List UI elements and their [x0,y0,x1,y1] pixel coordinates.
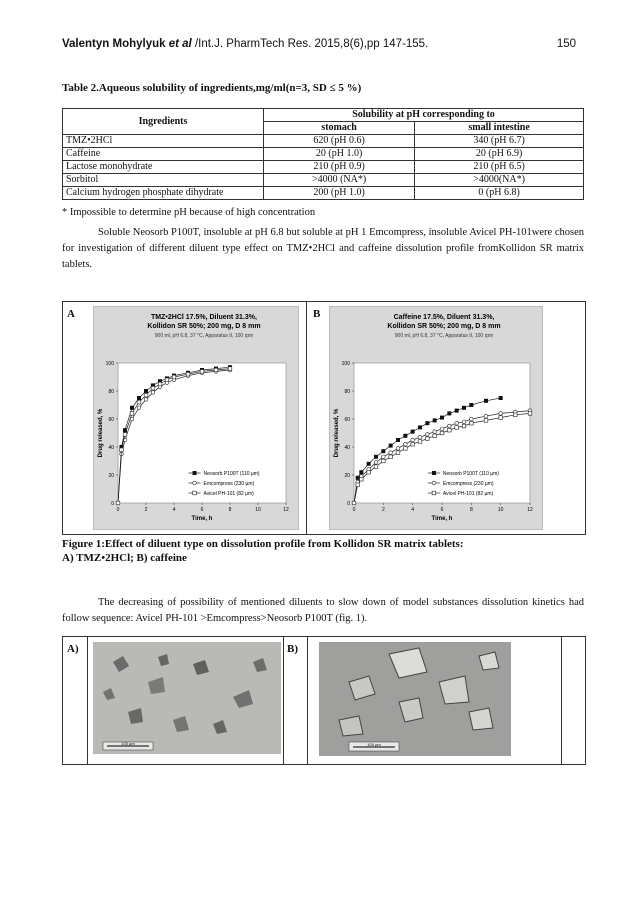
data-point [374,461,378,465]
data-point [425,421,429,425]
col-ingredients: Ingredients [63,109,264,135]
data-point [411,442,415,446]
data-point [403,434,407,438]
data-point [356,483,360,487]
data-point [499,396,503,400]
data-point [374,465,378,469]
data-point [404,442,408,446]
y-axis-label: Drug released, % [98,408,104,458]
legend-label: Emcompress (230 µm) [203,481,255,487]
data-point [462,406,466,410]
data-point [418,425,422,429]
chart-panel-b [329,306,543,530]
y-tick-label: 40 [108,445,114,451]
header-author: Valentyn Mohylyuk [62,38,166,50]
y-tick-label: 0 [111,501,114,507]
data-point [382,455,386,459]
figure-2 [62,636,586,765]
col-stomach: stomach [264,122,415,135]
figure2-divider [561,637,562,764]
chart-subtitle: 900 ml, pH 6.8, 37 °C, Apparatus II, 100 rpm [154,333,254,339]
figure-1-caption [62,537,464,565]
cell-name: Calcium hydrogen phosphate dihydrate [63,187,264,200]
micrograph-b [319,642,511,761]
table-row [63,174,584,187]
paragraph-2: The decreasing of possibility of mentioned diluents to slow down of model substances dissolution kinetics had follow sequence: Avicel PH-101 >Emcompress>Neosorb P100T (fig. 1). [62,597,584,624]
data-point [469,403,473,407]
table-footnote: * Impossible to determine pH because of high concentration [62,207,316,218]
data-point [447,411,451,415]
paragraph-1: Soluble Neosorb P100T, insoluble at pH 6.8 but soluble at pH 1 Emcompress, insoluble Avicel PH-101were chosen for investigation of different diluent type effect on TMZ•2HCl and caffeine dissolution profile fromKollidon SR matrix tablets. [62,227,584,270]
cell-name: Caffeine [63,148,264,161]
x-tick-label: 0 [352,507,356,513]
chart-title-line1: TMZ•2HCl 17.5%, Diluent 31.3%, [151,314,257,321]
data-point [382,459,386,463]
data-point [514,413,518,417]
x-tick-label: 2 [381,507,385,513]
table-row [63,161,584,174]
data-point [116,501,120,505]
scale-bar-b: 100 µm [367,742,381,747]
x-tick-label: 4 [411,507,415,513]
x-tick-label: 10 [255,507,261,513]
chart-b [330,307,542,529]
cell-stomach: >4000 (NA*) [264,174,415,187]
data-point [448,424,452,428]
chart-title-line2: Kollidon SR 50%; 200 mg, D 8 mm [147,323,261,330]
x-tick-label: 8 [469,507,473,513]
data-point [462,420,466,424]
x-tick-label: 0 [116,507,120,513]
data-point [470,417,474,421]
legend-label: Neosorb P100T (110 µm) [203,471,260,477]
cell-intestine: 210 (pH 6.5) [415,161,584,174]
data-point [381,449,385,453]
figure-divider [306,302,307,534]
data-point [484,414,488,418]
table-caption: Table 2.Aqueous solubility of ingredients,mg/ml(n=3, SD ≤ 5 %) [62,82,362,94]
figure-1-caption-line2: A) TMZ•2HCl; B) caffeine [62,552,187,564]
legend-label: Neosorb P100T (110 µm) [442,471,499,477]
data-point [144,398,148,402]
legend-label: Emcompress (230 µm) [442,481,494,487]
legend-marker [193,471,197,475]
scale-bar-a: 100 µm [121,741,135,746]
y-tick-label: 80 [108,389,114,395]
data-point [120,448,124,452]
cell-stomach: 20 (pH 1.0) [264,148,415,161]
cell-name: TMZ•2HCl [63,135,264,148]
data-point [470,421,474,425]
data-point [484,399,488,403]
data-point [359,470,363,474]
data-point [172,375,176,379]
legend-label: Avicel PH-101 (82 µm) [442,491,494,497]
cell-stomach: 210 (pH 0.9) [264,161,415,174]
data-point [374,455,378,459]
data-point [144,389,148,393]
data-point [389,444,393,448]
data-point [418,435,422,439]
table-row [63,148,584,161]
y-tick-label: 0 [347,501,350,507]
data-point [186,372,190,376]
data-point [433,430,437,434]
legend-marker [432,491,436,495]
figure-label-a: A [67,308,75,320]
y-tick-label: 100 [105,361,114,367]
plot-area [118,363,286,503]
micrograph-a [93,642,281,759]
data-point [440,416,444,420]
data-point [137,396,141,400]
page-header [62,38,576,50]
data-point [214,368,218,372]
header-citation: /Int.J. PharmTech Res. 2015,8(6),pp 147-155. [194,38,429,50]
data-point [367,470,371,474]
chart-a [94,307,298,529]
data-point [462,424,466,428]
table-row [63,135,584,148]
chart-subtitle: 900 ml, pH 6.8, 37 °C, Apparatus II, 100 rpm [394,333,494,339]
table-row [63,187,584,200]
y-tick-label: 80 [344,389,350,395]
figure2-label-b: B) [287,643,298,655]
data-point [433,418,437,422]
legend-label: Avicel PH-101 (82 µm) [203,491,254,497]
data-point [433,434,437,438]
data-point [130,412,134,416]
data-point [356,476,360,480]
data-point [455,426,459,430]
legend-marker [193,481,197,485]
col-solubility: Solubility at pH corresponding to [264,109,584,122]
data-point [396,438,400,442]
chart-panel-a [93,306,299,530]
data-point [367,462,371,466]
data-point [123,433,127,437]
figure-1-caption-line1: Figure 1:Effect of diluent type on dissolution profile from Kollidon SR matrix tablets: [62,538,464,550]
data-point [165,378,169,382]
legend-marker [193,491,197,495]
data-point [151,391,155,395]
data-point [158,382,162,386]
cell-name: Sorbitol [63,174,264,187]
cell-stomach: 620 (pH 0.6) [264,135,415,148]
cell-intestine: 0 (pH 6.8) [415,187,584,200]
data-point [352,501,356,505]
cell-intestine: >4000(NA*) [415,174,584,187]
data-point [484,419,488,423]
data-point [404,447,408,451]
cell-intestine: 340 (pH 6.7) [415,135,584,148]
data-point [200,370,204,374]
data-point [144,393,148,397]
page-number: 150 [556,38,576,50]
data-point [426,437,430,441]
figure-1 [62,301,586,535]
y-tick-label: 100 [341,361,350,367]
data-point [528,412,532,416]
cell-stomach: 200 (pH 1.0) [264,187,415,200]
data-point [499,412,503,416]
figure-label-b: B [313,308,321,320]
x-tick-label: 12 [283,507,289,513]
data-point [411,438,415,442]
data-point [151,386,155,390]
col-intestine: small intestine [415,122,584,135]
data-point [448,428,452,432]
data-point [389,451,393,455]
data-point [396,447,400,451]
y-tick-label: 20 [344,473,350,479]
x-tick-label: 4 [172,507,176,513]
x-axis-label: Time, h [191,516,213,522]
x-tick-label: 8 [228,507,232,513]
x-tick-label: 12 [527,507,533,513]
data-point [440,431,444,435]
y-tick-label: 60 [344,417,350,423]
data-point [455,409,459,413]
solubility-table [62,108,584,200]
data-point [137,406,141,410]
figure2-divider [87,637,88,764]
x-tick-label: 2 [144,507,148,513]
x-tick-label: 6 [200,507,204,513]
legend-marker [432,471,436,475]
figure2-divider [283,637,284,764]
y-tick-label: 60 [108,417,114,423]
chart-title-line1: Caffeine 17.5%, Diluent 31.3%, [393,314,495,321]
header-etal: et al [168,38,192,50]
figure2-divider [307,637,308,764]
data-point [440,427,444,431]
x-tick-label: 6 [440,507,444,513]
y-tick-label: 20 [108,473,114,479]
data-point [418,440,422,444]
data-point [499,416,503,420]
chart-title-line2: Kollidon SR 50%; 200 mg, D 8 mm [387,323,501,330]
data-point [130,406,134,410]
x-axis-label: Time, h [431,516,453,522]
data-point [455,421,459,425]
data-point [426,433,430,437]
data-point [228,367,232,371]
figure2-label-a: A) [67,643,79,655]
data-point [360,477,364,481]
cell-name: Lactose monohydrate [63,161,264,174]
cell-intestine: 20 (pH 6.9) [415,148,584,161]
y-tick-label: 40 [344,445,350,451]
data-point [411,430,415,434]
data-point [137,400,141,404]
data-point [389,455,393,459]
y-axis-label: Drug released, % [334,408,340,458]
legend-marker [432,481,436,485]
data-point [396,451,400,455]
x-tick-label: 10 [497,507,504,513]
